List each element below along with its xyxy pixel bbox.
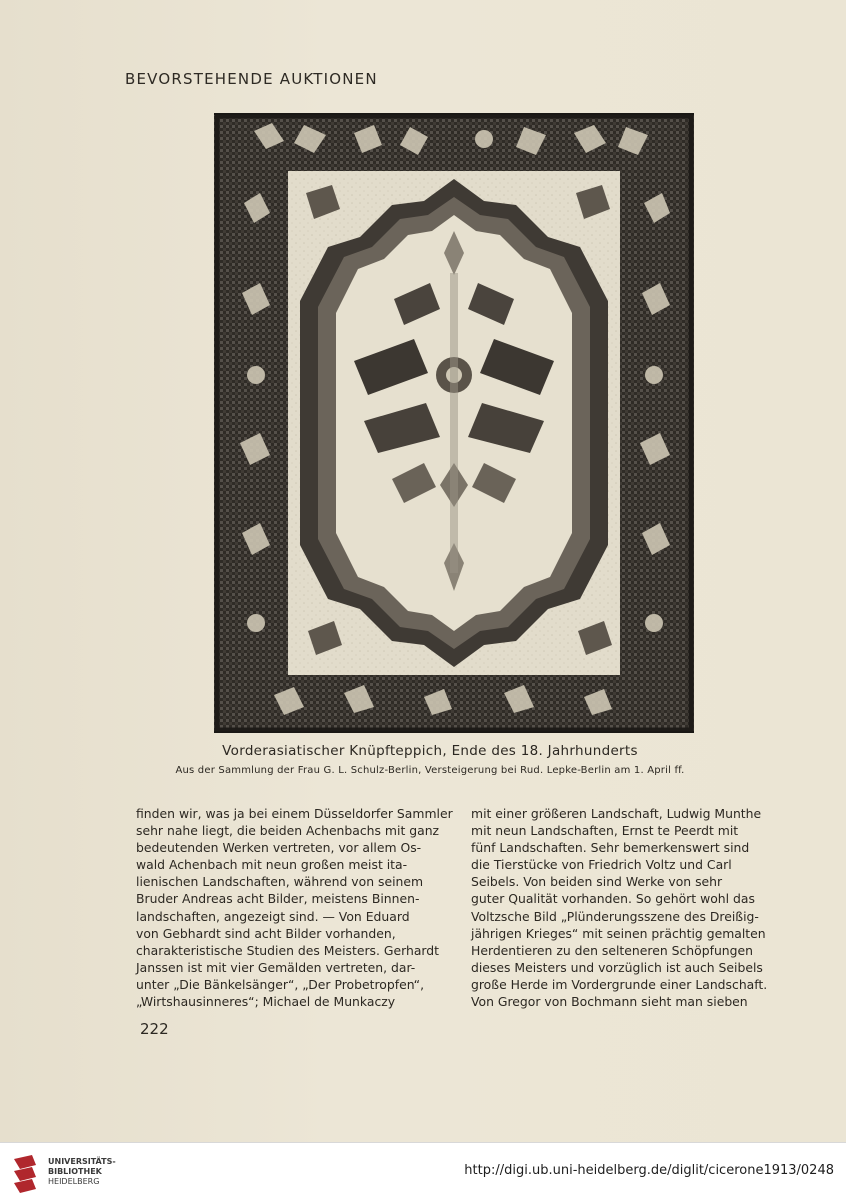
text-line: von Gebhardt sind acht Bilder vorhanden, — [136, 925, 396, 941]
text-line: landschaften, angezeigt sind. — Von Eduard — [136, 908, 410, 924]
text-line: Herdentieren zu den selteneren Schöpfungen — [471, 942, 753, 958]
text-line: bedeutenden Werken vertreten, vor allem Os- — [136, 840, 422, 856]
text-line: Seibels. Von beiden sind Werke von sehr — [471, 874, 723, 890]
text-line: große Herde im Vordergrunde einer Landschaft. — [471, 976, 768, 992]
text-line: wald Achenbach mit neun großen meist ita- — [136, 857, 408, 873]
text-line: Von Gregor von Bochmann sieht man sieben — [471, 994, 748, 1010]
text-line: die Tierstücke von Friedrich Voltz und Carl — [471, 857, 732, 873]
text-line: charakteristische Studien des Meisters. Gerhardt — [136, 942, 440, 958]
text-column-left — [136, 805, 460, 1010]
plate-caption-credit: Aus der Sammlung der Frau G. L. Schulz-Berlin, Versteigerung bei Rud. Lepke-Berlin am 1. April ff. — [175, 765, 685, 776]
text-line: Voltzsche Bild „Plünderungsszene des Dreißig- — [471, 908, 759, 924]
library-name-line: HEIDELBERG — [48, 1177, 100, 1186]
text-line: jährigen Krieges“ mit seinen prächtig gemalten — [471, 925, 766, 941]
library-name — [48, 1157, 116, 1187]
permalink-url[interactable]: http://digi.ub.uni-heidelberg.de/diglit/cicerone1913/0248 — [464, 1163, 834, 1178]
carpet-illustration — [214, 113, 694, 733]
text-line: unter „Die Bänkelsänger“, „Der Probetropfen“, — [136, 976, 425, 992]
text-line: mit einer größeren Landschaft, Ludwig Munthe — [471, 806, 762, 821]
text-line: sehr nahe liegt, die beiden Achenbachs mit ganz — [136, 823, 440, 839]
library-logo-icon — [10, 1151, 40, 1195]
text-line: „Wirtshausinneres“; Michael de Munkaczy — [136, 994, 396, 1010]
text-line: lienischen Landschaften, während von seinem — [136, 874, 424, 890]
carpet-plate — [214, 113, 694, 733]
text-line: fünf Landschaften. Sehr bemerkenswert sind — [471, 840, 750, 856]
text-line: mit neun Landschaften, Ernst te Peerdt mit — [471, 823, 739, 839]
text-line: Bruder Andreas acht Bilder, meistens Binnen- — [136, 891, 420, 907]
text-line: dieses Meisters und vorzüglich ist auch Seibels — [471, 959, 763, 975]
library-name-line: UNIVERSITÄTS- — [48, 1157, 116, 1166]
page-number: 222 — [140, 1020, 169, 1038]
viewer-footer — [0, 1142, 846, 1203]
plate-caption-title: Vorderasiatischer Knüpfteppich, Ende des 18. Jahrhunderts — [222, 743, 638, 759]
text-column-right — [471, 805, 795, 1010]
running-head: BEVORSTEHENDE AUKTIONEN — [125, 70, 378, 88]
text-line: guter Qualität vorhanden. So gehört wohl das — [471, 891, 755, 907]
text-line: finden wir, was ja bei einem Düsseldorfer Sammler — [136, 806, 453, 821]
text-line: Janssen ist mit vier Gemälden vertreten, dar- — [136, 959, 416, 975]
library-name-line: BIBLIOTHEK — [48, 1167, 102, 1176]
